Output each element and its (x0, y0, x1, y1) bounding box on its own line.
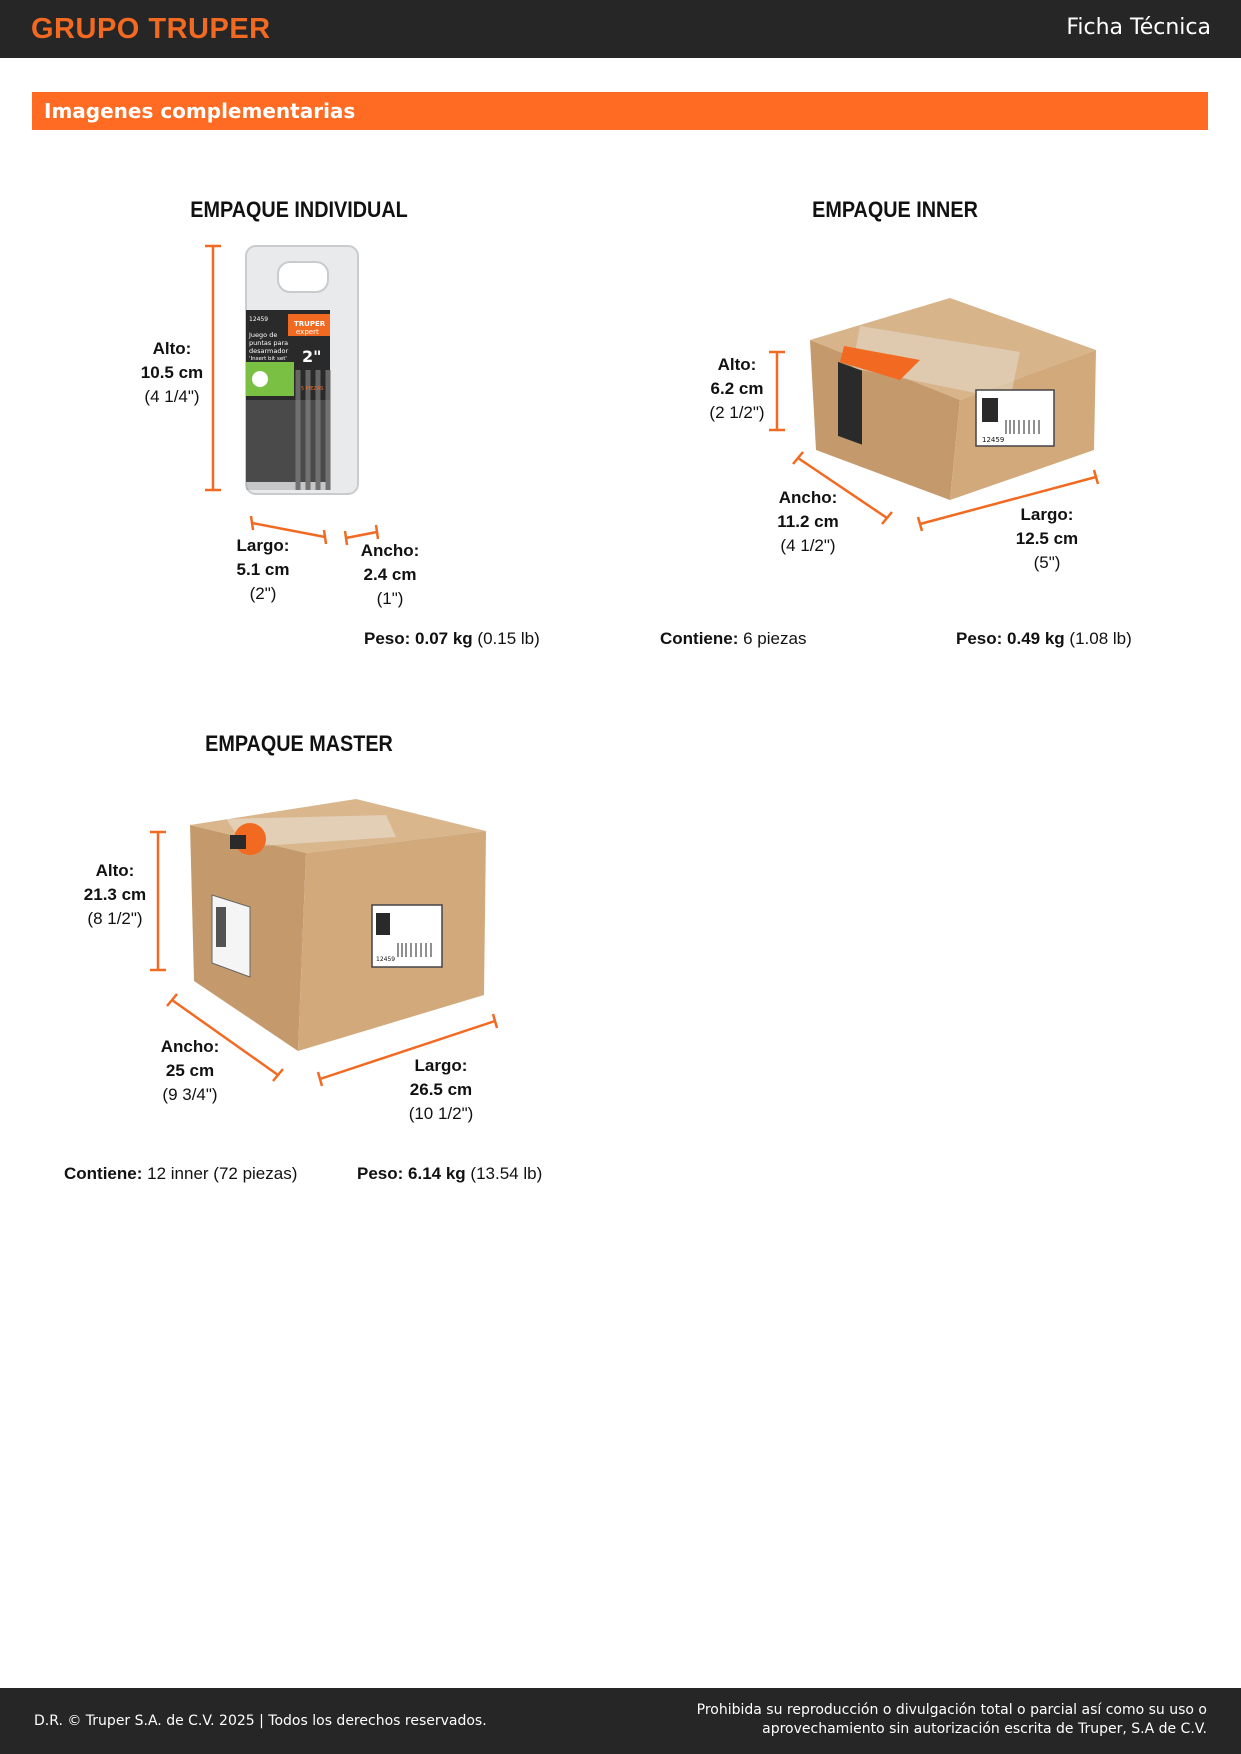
master-largo-metric: 26.5 cm (409, 1080, 473, 1099)
inner-ancho-metric: 11.2 cm (777, 512, 839, 531)
pkg-desc2: puntas para (249, 339, 289, 347)
master-peso-label: Peso: (357, 1164, 404, 1183)
inner-peso-kg: 0.49 kg (1007, 629, 1065, 648)
individual-ancho-metric: 2.4 cm (363, 565, 417, 584)
individual-heading: EMPAQUE INDIVIDUAL (190, 197, 408, 222)
inner-contiene-value: 6 piezas (743, 629, 807, 648)
master-contiene-value: 12 inner (72 piezas) (147, 1164, 298, 1183)
master-largo (381, 1054, 501, 1126)
master-contiene-label: Contiene: (64, 1164, 143, 1183)
inner-alto-metric: 6.2 cm (710, 379, 764, 398)
pkg-size-text: 2" (302, 347, 322, 366)
inner-ancho-imperial: (4 1/2") (780, 536, 836, 555)
document-type: Ficha Técnica (1066, 15, 1211, 40)
inner-alto-imperial: (2 1/2") (709, 403, 765, 422)
inner-label-code: 12459 (982, 436, 1005, 444)
pkg-desc4: 'Insert bit set' (249, 356, 287, 362)
master-alto-imperial: (8 1/2") (87, 909, 143, 928)
inner-ancho-label: Ancho: (778, 488, 838, 507)
footer-legal-line1: Prohibida su reproducción o divulgación total o parcial así como su uso o (696, 1702, 1207, 1718)
pkg-brand-text: TRUPER (294, 320, 326, 328)
inner-largo-label: Largo: (1020, 505, 1074, 524)
master-alto (55, 859, 175, 931)
individual-alto-label: Alto: (152, 339, 192, 358)
master-ancho-imperial: (9 3/4") (162, 1085, 218, 1104)
pkg-count-text: 5 PIEZAS (301, 386, 324, 392)
master-largo-label: Largo: (414, 1056, 468, 1075)
individual-largo-metric: 5.1 cm (236, 560, 290, 579)
master-ancho-label: Ancho: (160, 1037, 220, 1056)
master-peso (357, 1162, 542, 1186)
pkg-code-text: 12459 (249, 316, 269, 323)
master-alto-label: Alto: (95, 861, 135, 880)
inner-peso-label: Peso: (956, 629, 1003, 648)
master-contiene (64, 1162, 297, 1186)
master-ancho-metric: 25 cm (165, 1061, 215, 1080)
pkg-desc3: desarmador (249, 347, 289, 355)
footer-legal-line2: aprovechamiento sin autorización escrita de Truper, S.A de C.V. (762, 1721, 1207, 1737)
inner-heading: EMPAQUE INNER (812, 197, 978, 222)
master-alto-metric: 21.3 cm (83, 885, 147, 904)
inner-largo-imperial: (5") (1033, 553, 1061, 572)
inner-peso-lb: (1.08 lb) (1069, 629, 1132, 648)
individual-peso-kg: 0.07 kg (415, 629, 473, 648)
brand-logo: GRUPO TRUPER (31, 13, 271, 45)
master-ancho (130, 1035, 250, 1107)
individual-alto-imperial: (4 1/4") (144, 387, 200, 406)
pkg-desc1: Juego de (249, 331, 278, 339)
inner-contiene-label: Contiene: (660, 629, 739, 648)
footer-copyright: D.R. © Truper S.A. de C.V. 2025 | Todos los derechos reservados. (34, 1713, 487, 1729)
master-box-image (186, 795, 486, 1055)
individual-peso-lb: (0.15 lb) (477, 629, 540, 648)
master-peso-lb: (13.54 lb) (470, 1164, 543, 1183)
individual-ancho-imperial: (1") (376, 589, 404, 608)
individual-alto-metric: 10.5 cm (140, 363, 204, 382)
master-peso-kg: 6.14 kg (408, 1164, 466, 1183)
pkg-line-text: expert (296, 328, 319, 336)
inner-alto-label: Alto: (717, 355, 757, 374)
section-title: Imagenes complementarias (44, 99, 356, 123)
footer-bar (0, 1688, 1241, 1754)
individual-ancho-label: Ancho: (360, 541, 420, 560)
master-heading: EMPAQUE MASTER (205, 731, 393, 756)
footer-legal (647, 1701, 1207, 1739)
master-largo-imperial: (10 1/2") (408, 1104, 474, 1123)
individual-largo-imperial: (2") (249, 584, 277, 603)
inner-largo-metric: 12.5 cm (1015, 529, 1079, 548)
master-label-code: 12459 (376, 956, 396, 963)
individual-peso-label: Peso: (364, 629, 411, 648)
individual-largo-label: Largo: (236, 536, 290, 555)
